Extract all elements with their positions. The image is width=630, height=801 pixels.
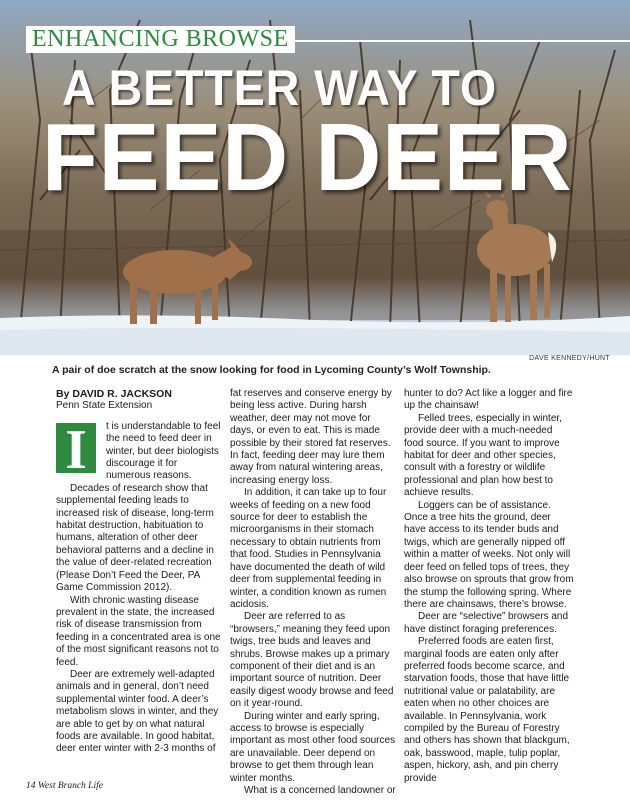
byline: By DAVID R. JACKSON xyxy=(56,388,172,400)
paragraph: Loggers can be of assistance. Once a tree hits the ground, deer have access to its tender buds and twigs, which are generally nipped off within a matter of weeks. Not only will deer feed on felled tops of trees, they also browse on sprouts that grow from the stump the following spring. Where there are chainsaws, there’s browse. xyxy=(404,499,574,610)
paragraph: t is understandable to feel the need to feed deer in winter, but deer biologists discourage it for numerous reasons. xyxy=(106,420,221,482)
paragraph: Decades of research show that supplemental feeding leads to increased risk of disease, long-term habitat destruction, habituation to humans, alteration of other deer behavioral patterns and a decline in the value of deer-related recreation (Please Don’t Feed the Deer, PA Game Commission 2012). xyxy=(56,482,214,594)
headline-line-2: FEED DEER xyxy=(42,104,573,211)
paragraph: fat reserves and conserve energy by being less active. During harsh weather, deer may not move for days, or even to eat. This is made possible by their stored fat reserves. In fact, feeding deer may lure them away from natural wintering areas, increasing energy loss. xyxy=(230,388,392,486)
paragraph: With chronic wasting disease prevalent in the state, the increased risk of disease transmission from feeding in a concentrated area is one of the most significant reasons not to feed. xyxy=(56,594,221,668)
photo-credit: DAVE KENNEDY/HUNT xyxy=(529,355,610,362)
section-kicker: ENHANCING BROWSE xyxy=(26,26,295,53)
paragraph: Deer are referred to as “browsers,” meaning they feed upon twigs, tree buds and leaves and shrubs. Browse makes up a primary component of their diet and is an important source of nutrition. Deer easily digest woody browse and feed on it year-round. xyxy=(230,611,394,710)
paragraph: Felled trees, especially in winter, provide deer with a much-needed food source. If you want to improve habitat for deer and other species, consult with a forestry or wildlife professional and plan how best to achieve results. xyxy=(404,412,562,499)
paragraph: In addition, it can take up to four weeks of feeding on a new food source for deer to establish the microorganisms in their stomach necessary to obtain nutrients from that food. Studies in Pennsylvania have documented the death of wild deer from supplemental feeding in winter, a condition known as rumen acidosis. xyxy=(230,487,387,610)
article-column-1 xyxy=(56,388,222,756)
paragraph: Preferred foods are eaten first, marginal foods are eaten only after preferred foods become scarce, and starvation foods, those that have little nutritional value or palatability, are eaten when no other choices are available. In Pennsylvania, work compiled by the Bureau of Forestry and others has shown that blackgum, oak, basswood, maple, tulip poplar, aspen, hickory, ash, and pin cherry provide xyxy=(404,636,570,784)
headline-line-1: A BETTER WAY TO xyxy=(62,60,498,116)
article-column-3 xyxy=(404,388,574,785)
paragraph: Deer are “selective” browsers and have distinct foraging preferences. xyxy=(404,611,569,635)
paragraph: During winter and early spring, access to browse is especially important as most other food sources are unavailable. Deer depend on browse to get them through lean winter months. xyxy=(230,710,396,784)
photo-caption: A pair of doe scratch at the snow looking for food in Lycoming County’s Wolf Township. xyxy=(52,364,491,376)
paragraph: What is a concerned landowner or xyxy=(244,785,396,796)
author-affiliation: Penn State Extension xyxy=(56,400,153,412)
paragraph: Deer are extremely well-adapted animals and in general, don’t need supplemental winter food. A deer’s metabolism slows in winter, and they are able to get by on what natural foods are available. In good habitat, deer enter winter with 2-3 months of xyxy=(56,668,219,755)
drop-cap: I xyxy=(56,423,96,473)
kicker-rule xyxy=(292,40,630,42)
article-column-2 xyxy=(230,388,396,797)
paragraph: hunter to do? Act like a logger and fire up the chainsaw! xyxy=(404,388,573,412)
page-folio: 14 West Branch Life xyxy=(26,781,103,791)
